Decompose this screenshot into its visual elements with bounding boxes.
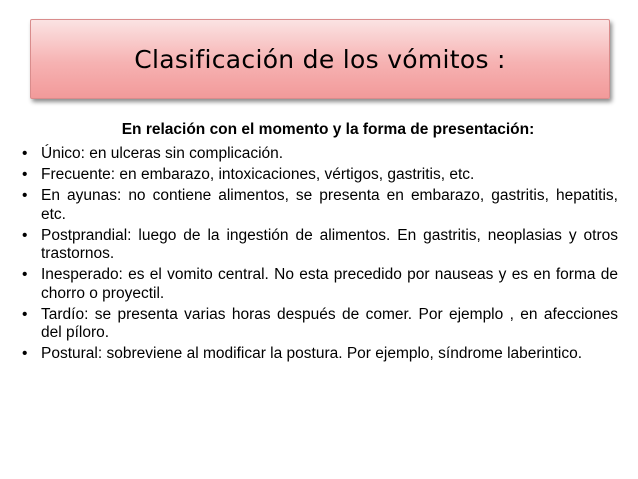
bullet-item — [22, 306, 618, 343]
bullet-text: Tardío: se presenta varias horas después de comer. Por ejemplo , en afecciones del píloro. — [41, 305, 618, 341]
slide-title: Clasificación de los vómitos : — [134, 44, 506, 74]
bullet-item — [22, 166, 618, 185]
bullet-item — [22, 345, 618, 364]
bullet-item — [22, 266, 618, 303]
bullet-item — [22, 187, 618, 224]
bullet-list — [22, 145, 618, 366]
bullet-text: Frecuente: en embarazo, intoxicaciones, vértigos, gastritis, etc. — [41, 166, 475, 183]
bullet-text: Postprandial: luego de la ingestión de alimentos. En gastritis, neoplasias y otros trastornos. — [41, 226, 618, 262]
bullet-icon: • — [22, 226, 28, 244]
bullet-icon: • — [22, 187, 28, 204]
bullet-icon: • — [22, 166, 28, 183]
bullet-text: Postural: sobreviene al modificar la postura. Por ejemplo, síndrome laberintico. — [41, 345, 583, 362]
bullet-item — [22, 227, 618, 264]
bullet-item — [22, 145, 618, 164]
bullet-icon: • — [22, 345, 28, 362]
bullet-text: Inesperado: es el vomito central. No esta precedido por nauseas y es en forma de chorro o proyectil. — [41, 266, 618, 302]
bullet-icon: • — [22, 145, 28, 162]
bullet-text: Único: en ulceras sin complicación. — [41, 145, 284, 162]
bullet-icon: • — [22, 305, 28, 323]
title-banner — [30, 19, 610, 99]
slide-subtitle: En relación con el momento y la forma de presentación: — [121, 121, 535, 138]
bullet-text: En ayunas: no contiene alimentos, se presenta en embarazo, gastritis, hepatitis, etc. — [41, 187, 618, 223]
bullet-icon: • — [22, 266, 28, 283]
